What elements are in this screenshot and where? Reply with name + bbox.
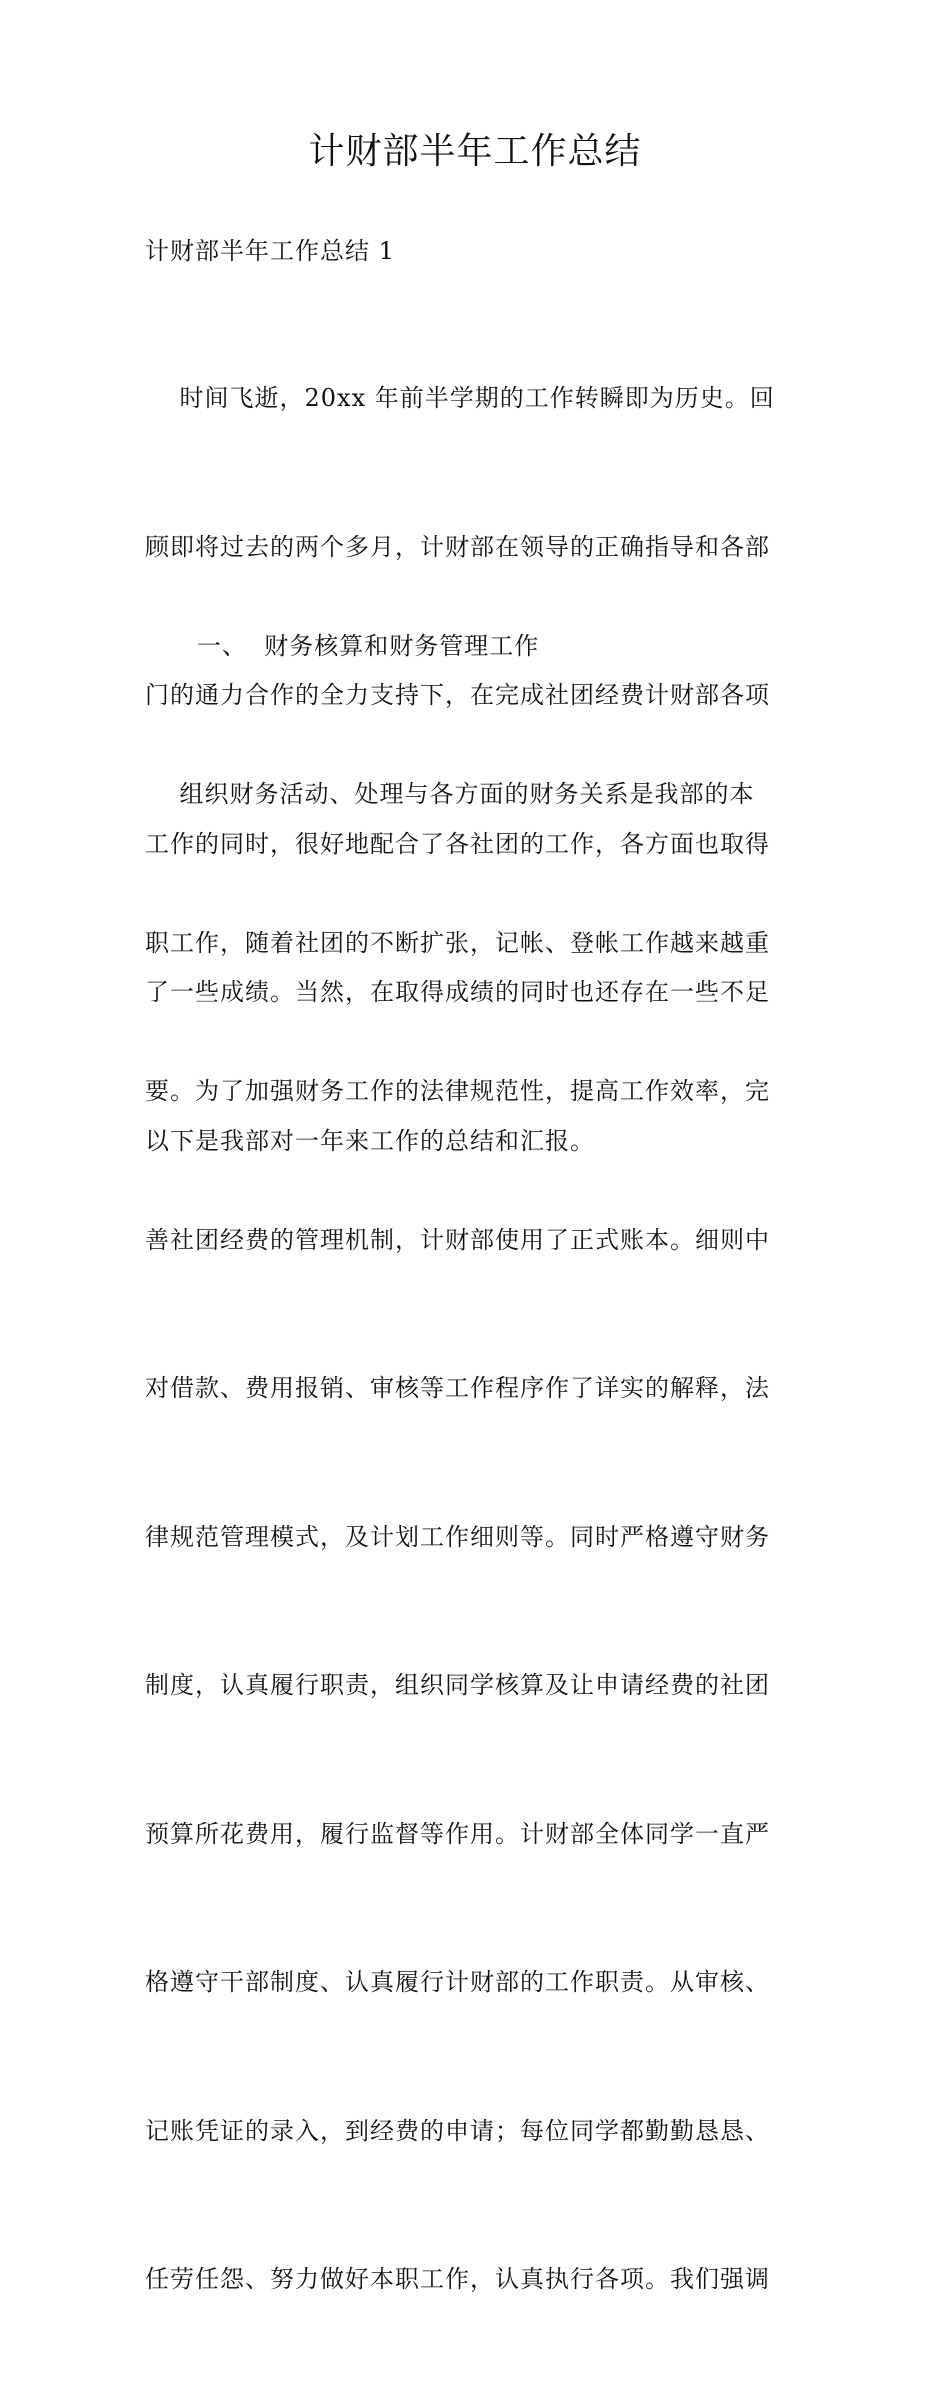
document-subtitle: 计财部半年工作总结 1 <box>145 237 395 265</box>
paragraph-line: 职工作，随着社团的不断扩张，记帐、登帐工作越来越重 <box>145 928 770 957</box>
paragraph-line: 任劳任怨、努力做好本职工作，认真执行各项。我们强调 <box>145 2265 770 2293</box>
document-title: 计财部半年工作总结 <box>308 131 642 172</box>
paragraph-line: 制度，认真履行职责，组织同学核算及让申请经费的社团 <box>145 1671 770 1699</box>
paragraph-line: 记账凭证的录入，到经费的申请；每位同学都勤勤恳恳、 <box>145 2116 770 2145</box>
paragraph-line: 组织财务活动、处理与各方面的财务关系是我部的本 <box>145 780 755 808</box>
paragraph-line: 律规范管理模式，及计划工作细则等。同时严格遵守财务 <box>145 1522 770 1551</box>
paragraph-line: 顾即将过去的两个多月，计财部在领导的正确指导和各部 <box>145 532 770 561</box>
paragraph-line: 要。为了加强财务工作的法律规范性，提高工作效率，完 <box>145 1077 770 1105</box>
paragraph-line: 工作的同时，很好地配合了各社团的工作，各方面也取得 <box>145 829 770 858</box>
section-heading-1: 一、 财务核算和财务管理工作 <box>197 632 540 660</box>
paragraph-2 <box>145 671 807 2404</box>
paragraph-line: 预算所花费用，履行监督等作用。计财部全体同学一直严 <box>145 1819 770 1848</box>
paragraph-line: 时间飞逝，20xx 年前半学期的工作转瞬即为历史。回 <box>145 384 775 412</box>
paragraph-line: 善社团经费的管理机制，计财部使用了正式账本。细则中 <box>145 1225 770 1254</box>
paragraph-line: 了一些成绩。当然，在取得成绩的同时也还存在一些不足 <box>145 978 770 1006</box>
paragraph-line: 门的通力合作的全力支持下，在完成社团经费计财部各项 <box>145 681 770 709</box>
paragraph-line: 对借款、费用报销、审核等工作程序作了详实的解释，法 <box>145 1374 770 1402</box>
paragraph-line: 以下是我部对一年来工作的总结和汇报。 <box>145 1126 595 1155</box>
paragraph-line: 格遵守干部制度、认真履行计财部的工作职责。从审核、 <box>145 1968 770 1996</box>
